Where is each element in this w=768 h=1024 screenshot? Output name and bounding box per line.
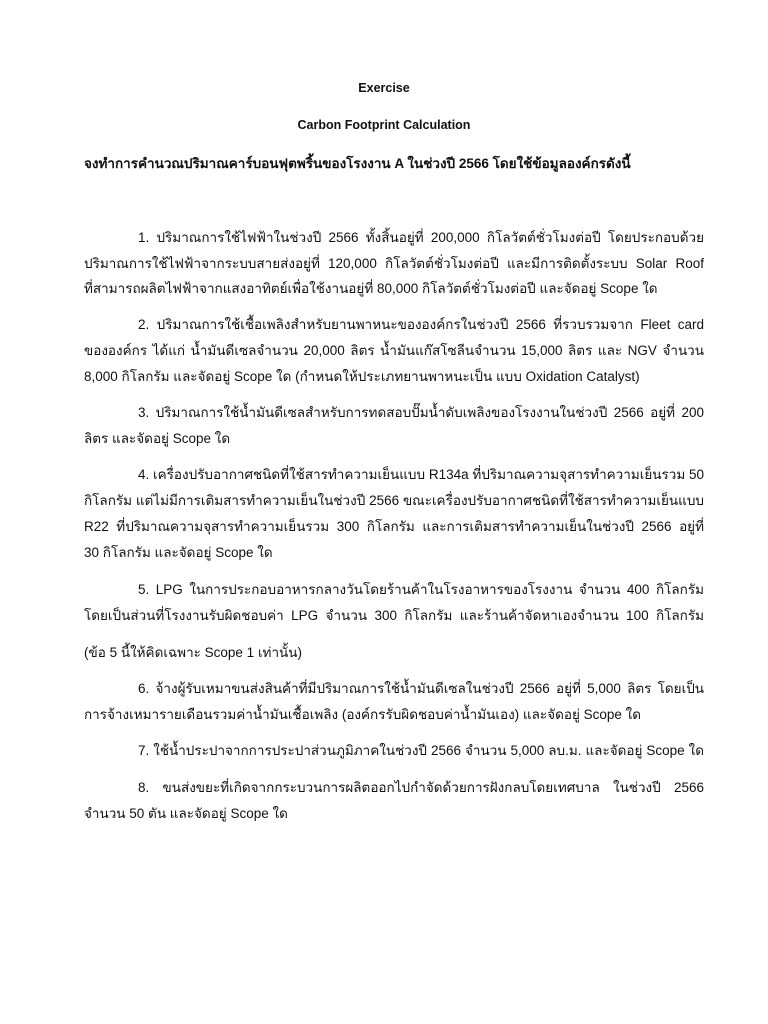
item-4-line-3: R22 ที่ปริมาณความจุสารทำความเย็นรวม 300 กิโลกรัม และการเติมสารทำความเย็นในช่วงปี 2566 อยู่ที่ [84, 519, 704, 534]
item-1-line-2: ปริมาณการใช้ไฟฟ้าจากระบบสายส่งอยู่ที่ 120,000 กิโลวัตต์ชั่วโมงต่อปี และมีการติดตั้งระบบ Solar Roof [84, 256, 704, 271]
item-7-line-1: 7. ใช้น้ำประปาจากการประปาส่วนภูมิภาคในช่วงปี 2566 จำนวน 5,000 ลบ.ม. และจัดอยู่ Scope ใด [138, 743, 704, 758]
item-8-line-1: 8. ขนส่งขยะที่เกิดจากกระบวนการผลิตออกไปกำจัดด้วยการฝังกลบโดยเทศบาล ในช่วงปี 2566 [138, 780, 704, 795]
note-line: (ข้อ 5 นี้ให้คิดเฉพาะ Scope 1 เท่านั้น) [84, 645, 302, 660]
item-5-line-1: 5. LPG ในการประกอบอาหารกลางวันโดยร้านค้าในโรงอาหารของโรงงาน จำนวน 400 กิโลกรัม [138, 582, 704, 597]
item-3-line-1: 3. ปริมาณการใช้น้ำมันดีเซลสำหรับการทดสอบปั๊มน้ำดับเพลิงของโรงงานในช่วงปี 2566 อยู่ที่ 200 [138, 405, 704, 420]
document-title: Exercise [358, 81, 410, 95]
instruction-text: จงทำการคำนวณปริมาณคาร์บอนฟุตพริ้นของโรงงาน A ในช่วงปี 2566 โดยใช้ข้อมูลองค์กรดังนี้ [84, 156, 631, 171]
item-6-line-1: 6. จ้างผู้รับเหมาขนส่งสินค้าที่มีปริมาณการใช้น้ำมันดีเซลในช่วงปี 2566 อยู่ที่ 5,000 ลิตร โดยเป็น [138, 681, 704, 696]
item-1-line-3: ที่สามารถผลิตไฟฟ้าจากแสงอาทิตย์เพื่อใช้งานอยู่ที่ 80,000 กิโลวัตต์ชั่วโมงต่อปี และจัดอยู่ Scope ใด [84, 281, 658, 296]
item-2-line-1: 2. ปริมาณการใช้เชื้อเพลิงสำหรับยานพาหนะขององค์กรในช่วงปี 2566 ที่รวบรวมจาก Fleet card [138, 317, 704, 332]
item-4-line-2: กิโลกรัม แต่ไม่มีการเติมสารทำความเย็นในช่วงปี 2566 ขณะเครื่องปรับอากาศชนิดที่ใช้สารทำความเย็นแบบ [84, 493, 704, 508]
document-subtitle: Carbon Footprint Calculation [297, 118, 471, 132]
item-2-line-3: 8,000 กิโลกรัม และจัดอยู่ Scope ใด (กำหนดให้ประเภทยานพาหนะเป็น แบบ Oxidation Catalyst) [84, 369, 640, 384]
item-4-line-4: 30 กิโลกรัม และจัดอยู่ Scope ใด [84, 545, 273, 560]
item-3-line-2: ลิตร และจัดอยู่ Scope ใด [84, 431, 231, 446]
item-8-line-2: จำนวน 50 ตัน และจัดอยู่ Scope ใด [84, 806, 288, 821]
item-5-line-2: โดยเป็นส่วนที่โรงงานรับผิดชอบค่า LPG จำนวน 300 กิโลกรัม และร้านค้าจัดหาเองจำนวน 100 กิโลกรัม [84, 608, 704, 623]
item-4-line-1: 4. เครื่องปรับอากาศชนิดที่ใช้สารทำความเย็นแบบ R134a ที่ปริมาณความจุสารทำความเย็นรวม 50 [138, 467, 704, 482]
item-6-line-2: การจ้างเหมารายเดือนรวมค่าน้ำมันเชื้อเพลิง (องค์กรรับผิดชอบค่าน้ำมันเอง) และจัดอยู่ Scope ใด [84, 707, 641, 722]
item-1-line-1: 1. ปริมาณการใช้ไฟฟ้าในช่วงปี 2566 ทั้งสิ้นอยู่ที่ 200,000 กิโลวัตต์ชั่วโมงต่อปี โดยประกอบด้วย [138, 230, 704, 245]
item-2-line-2: ขององค์กร ได้แก่ น้ำมันดีเซลจำนวน 20,000 ลิตร น้ำมันแก๊สโซลีนจำนวน 15,000 ลิตร และ NGV จำนวน [84, 343, 704, 358]
